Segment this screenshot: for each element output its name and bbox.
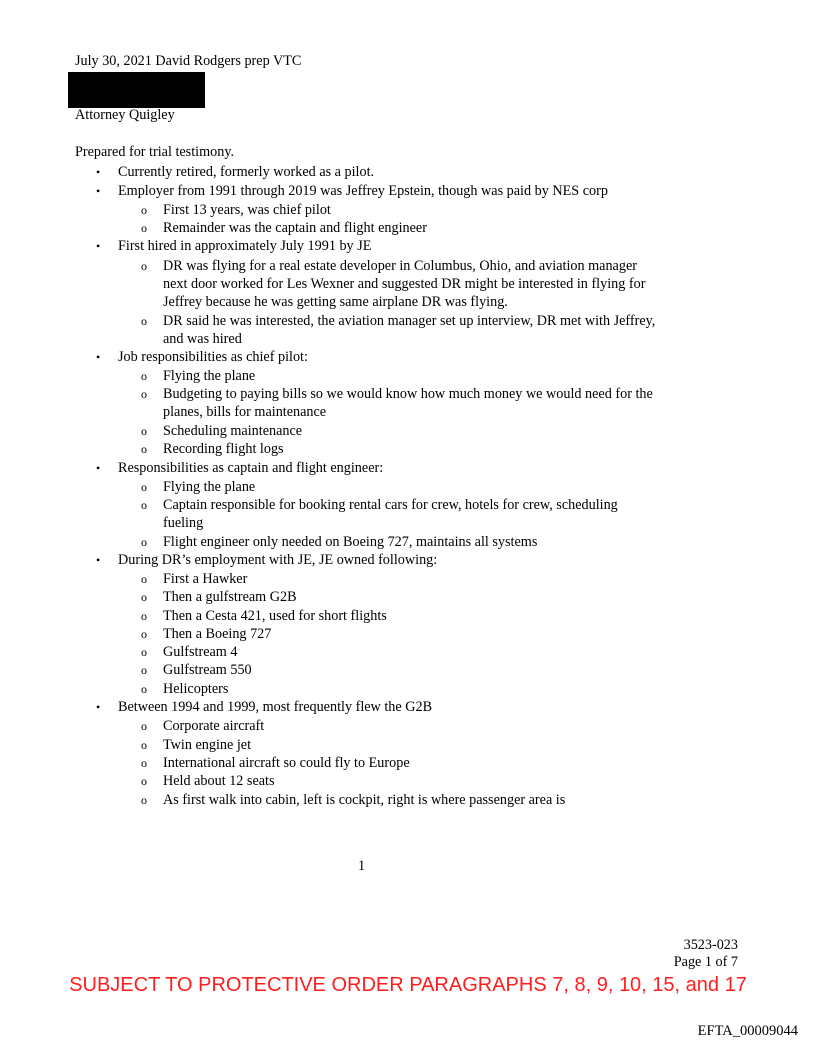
circle-bullet-icon: o: [141, 314, 147, 328]
sub-list-item: o First a Hawker: [141, 571, 248, 587]
bullet-icon: •: [96, 700, 101, 714]
circle-bullet-icon: o: [141, 480, 147, 494]
list-item: • Employer from 1991 through 2019 was Jeffrey Epstein, though was paid by NES corp: [96, 183, 608, 199]
circle-bullet-icon: o: [141, 424, 147, 438]
circle-bullet-icon: o: [141, 682, 147, 696]
sub-list-item: o Remainder was the captain and flight engineer: [141, 220, 427, 236]
doc-reference: 3523-023: [683, 937, 738, 953]
list-item: • Job responsibilities as chief pilot:: [96, 349, 308, 365]
circle-bullet-icon: o: [141, 663, 147, 677]
circle-bullet-icon: o: [141, 719, 147, 733]
intro-line: Prepared for trial testimony.: [75, 144, 235, 160]
bullet-icon: •: [96, 461, 101, 475]
protective-order-stamp: SUBJECT TO PROTECTIVE ORDER PARAGRAPHS 7, 8, 9, 10, 15, and 17: [69, 974, 747, 996]
sub-list-item: o Recording flight logs: [141, 441, 284, 457]
page-number: 1: [358, 858, 366, 874]
sub-list-item: o International aircraft so could fly to Europe: [141, 755, 410, 771]
circle-bullet-icon: o: [141, 590, 147, 604]
bullet-icon: •: [96, 350, 101, 364]
page-count: Page 1 of 7: [673, 954, 738, 970]
sub-list-item: o Flying the plane: [141, 368, 256, 384]
circle-bullet-icon: o: [141, 259, 147, 273]
circle-bullet-icon: o: [141, 645, 147, 659]
circle-bullet-icon: o: [141, 387, 147, 401]
list-item: • During DR’s employment with JE, JE owned following:: [96, 552, 438, 568]
sub-list-item: o Twin engine jet: [141, 737, 252, 753]
circle-bullet-icon: o: [141, 756, 147, 770]
bullet-icon: •: [96, 184, 101, 198]
circle-bullet-icon: o: [141, 738, 147, 752]
sub-list-item: o Helicopters: [141, 681, 229, 697]
sub-list-item: o Scheduling maintenance: [141, 423, 303, 439]
sub-list-item: o Held about 12 seats: [141, 773, 275, 789]
sub-list-item: o Then a gulfstream G2B: [141, 589, 297, 605]
sub-list-item: o As first walk into cabin, left is cockpit, right is where passenger area is: [141, 792, 566, 808]
sub-list-item: o Then a Cesta 421, used for short flights: [141, 608, 387, 624]
document-title: July 30, 2021 David Rodgers prep VTC: [75, 53, 302, 69]
circle-bullet-icon: o: [141, 203, 147, 217]
circle-bullet-icon: o: [141, 793, 147, 807]
circle-bullet-icon: o: [141, 369, 147, 383]
sub-list-item: o Corporate aircraft: [141, 718, 265, 734]
sub-list-item: o Flight engineer only needed on Boeing 727, maintains all systems: [141, 534, 538, 550]
sub-list-item: o Budgeting to paying bills so we would know how much money we would need for the planes, bills for maintenance: [141, 386, 653, 421]
redaction-block: [68, 72, 205, 108]
bullet-icon: •: [96, 553, 101, 567]
efta-id: EFTA_00009044: [697, 1023, 798, 1039]
list-item: • First hired in approximately July 1991 by JE: [96, 238, 372, 254]
circle-bullet-icon: o: [141, 535, 147, 549]
circle-bullet-icon: o: [141, 627, 147, 641]
list-item: • Currently retired, formerly worked as a pilot.: [96, 164, 375, 180]
circle-bullet-icon: o: [141, 498, 147, 512]
sub-list-item: o DR was flying for a real estate developer in Columbus, Ohio, and aviation manager next door worked for Les Wexner and suggested DR might be interested in flying for Jeffrey because he was getting same airplane DR was flying.: [141, 258, 646, 311]
sub-list-item: o DR said he was interested, the aviation manager set up interview, DR met with Jeffrey, and was hired: [141, 313, 656, 348]
sub-list-item: o Gulfstream 550: [141, 662, 252, 678]
bullet-icon: •: [96, 239, 101, 253]
attorney-name: Attorney Quigley: [75, 107, 175, 123]
list-item: • Between 1994 and 1999, most frequently flew the G2B: [96, 699, 433, 715]
circle-bullet-icon: o: [141, 442, 147, 456]
list-item: • Responsibilities as captain and flight engineer:: [96, 460, 384, 476]
sub-list-item: o Gulfstream 4: [141, 644, 238, 660]
sub-list-item: o Then a Boeing 727: [141, 626, 272, 642]
circle-bullet-icon: o: [141, 609, 147, 623]
circle-bullet-icon: o: [141, 221, 147, 235]
sub-list-item: o Flying the plane: [141, 479, 256, 495]
circle-bullet-icon: o: [141, 774, 147, 788]
circle-bullet-icon: o: [141, 572, 147, 586]
sub-list-item: o First 13 years, was chief pilot: [141, 202, 331, 218]
bullet-icon: •: [96, 165, 101, 179]
sub-list-item: o Captain responsible for booking rental cars for crew, hotels for crew, scheduling fueling: [141, 497, 618, 532]
